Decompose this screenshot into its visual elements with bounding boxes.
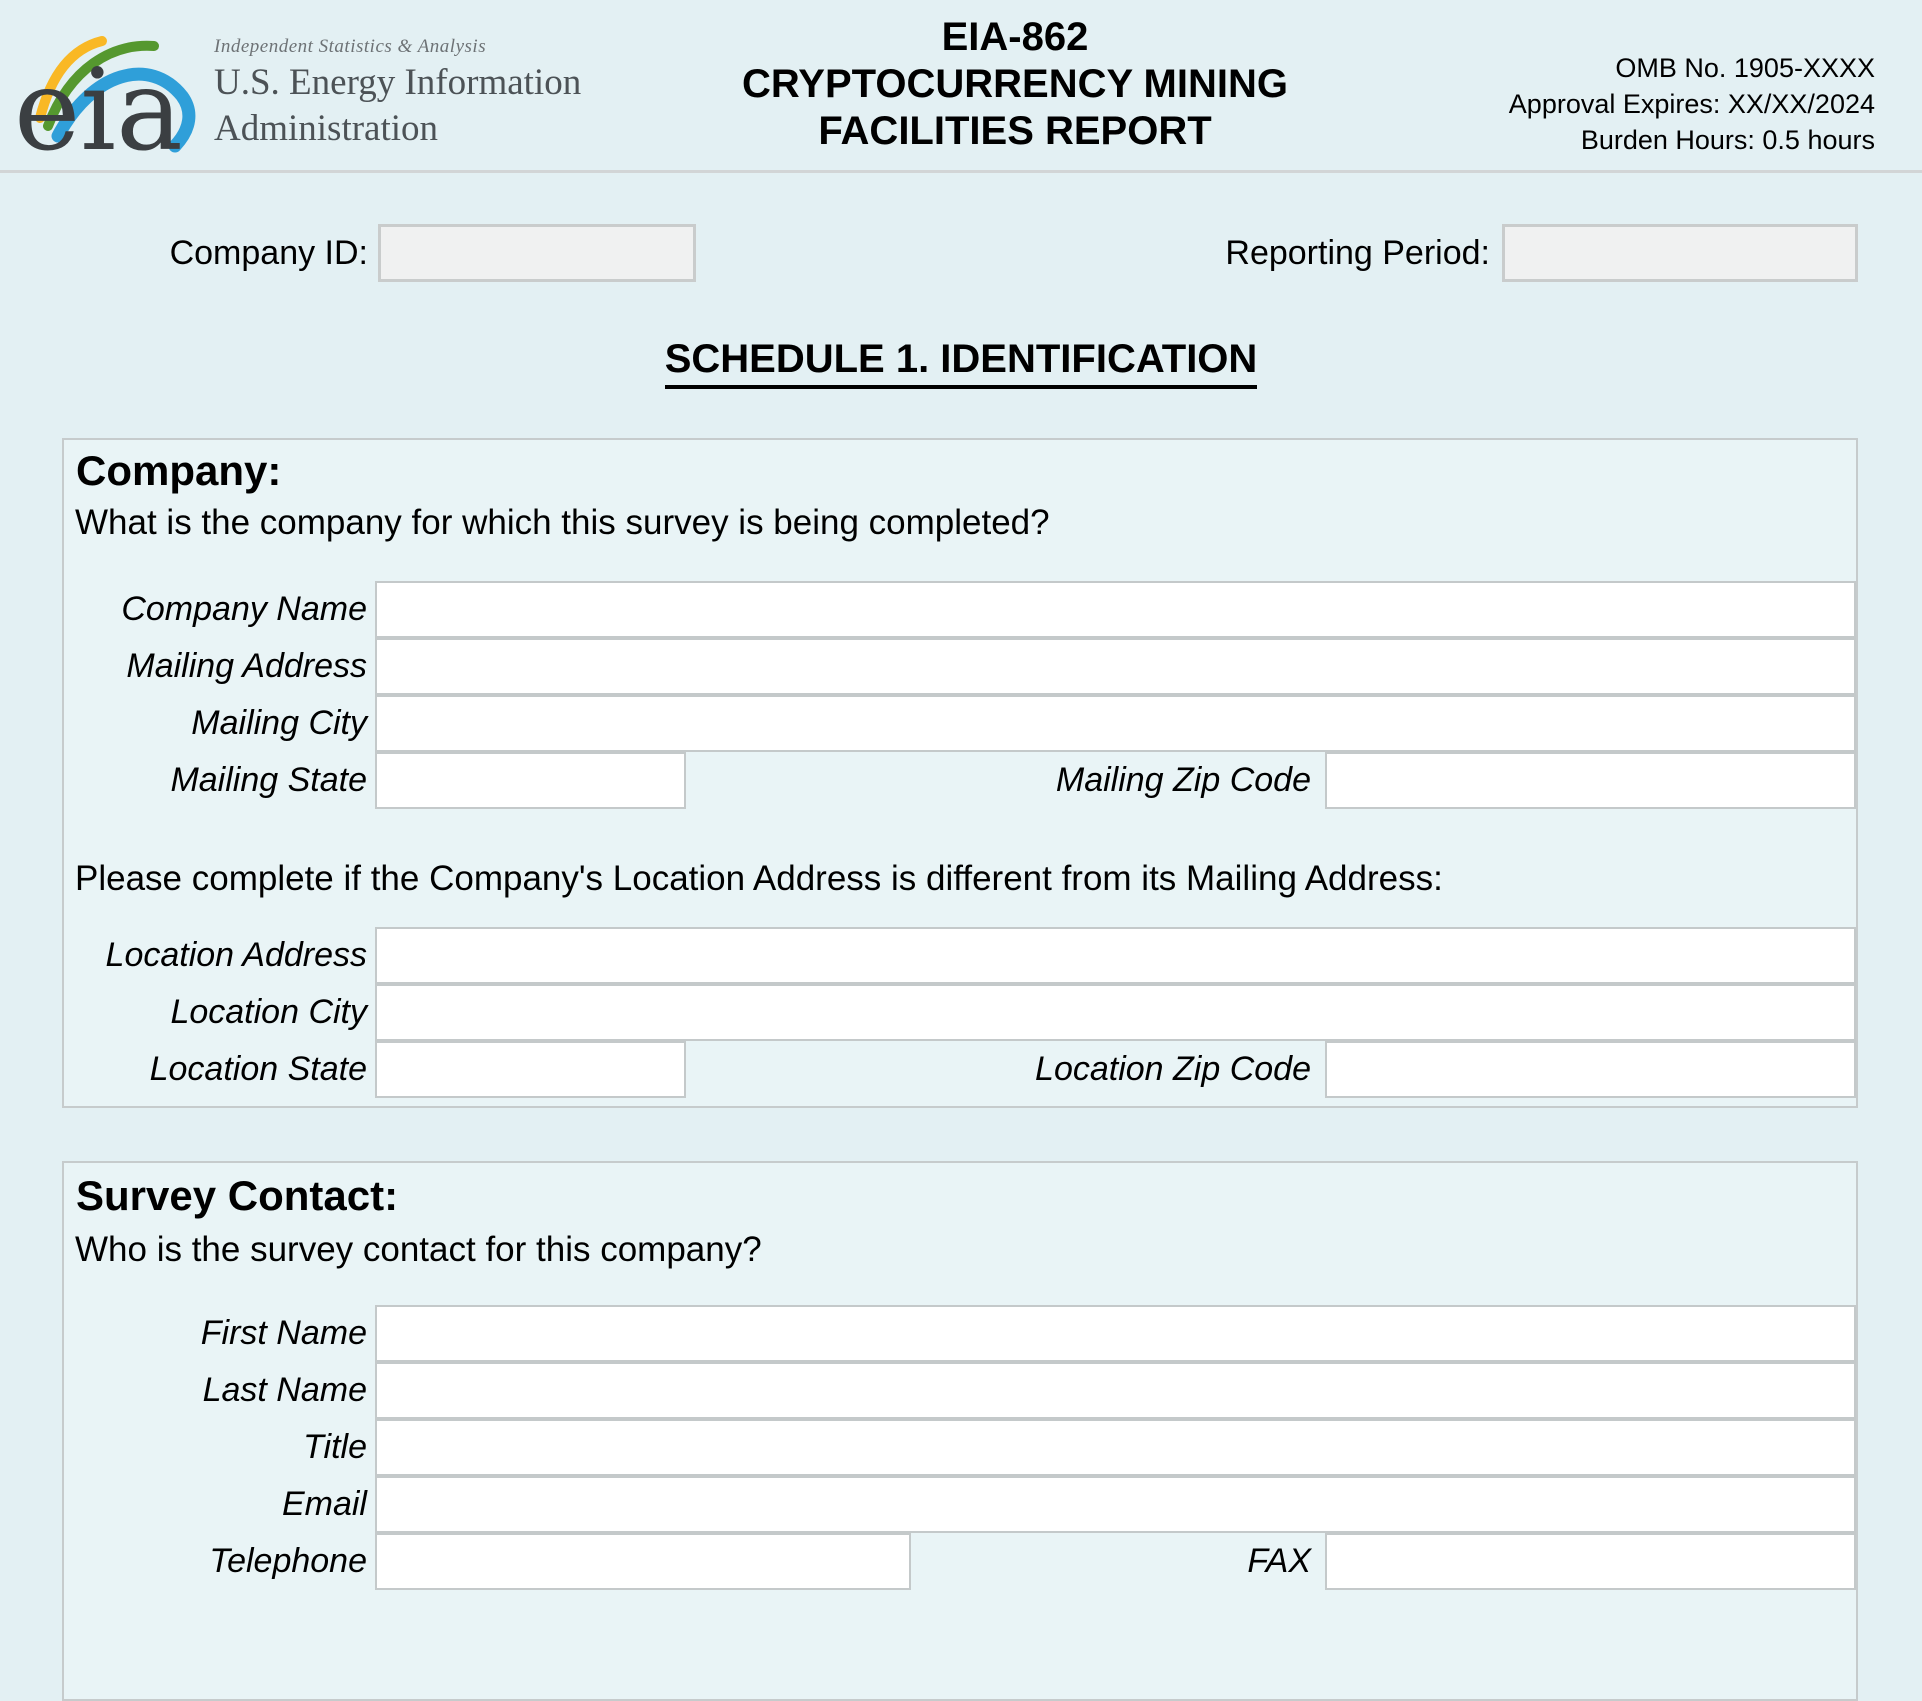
survey-contact-section (62, 1161, 1858, 1701)
mailing-address-label: Mailing Address (126, 647, 367, 685)
schedule-title-wrap (0, 337, 1922, 389)
company-name-input[interactable] (375, 581, 1856, 638)
survey-contact-rows (64, 1305, 1856, 1590)
last-name-input[interactable] (375, 1362, 1856, 1419)
survey-contact-question: Who is the survey contact for this company? (75, 1230, 762, 1269)
location-note: Please complete if the Company's Location Address is different from its Mailing Address: (75, 859, 1443, 898)
location-state-zip-row (64, 1041, 1856, 1098)
first-name-row (64, 1305, 1856, 1362)
company-name-row (64, 581, 1856, 638)
mailing-state-label: Mailing State (170, 761, 367, 799)
telephone-input[interactable] (375, 1533, 911, 1590)
email-row (64, 1476, 1856, 1533)
location-city-row (64, 984, 1856, 1041)
location-city-input[interactable] (375, 984, 1856, 1041)
first-name-input[interactable] (375, 1305, 1856, 1362)
fax-label: FAX (1247, 1542, 1311, 1580)
survey-contact-heading: Survey Contact: (76, 1172, 399, 1219)
eia-logo (12, 16, 217, 168)
form-title-line3: FACILITIES REPORT (818, 109, 1212, 153)
company-location-rows (64, 927, 1856, 1098)
location-zip-input[interactable] (1325, 1041, 1856, 1098)
schedule-title: SCHEDULE 1. IDENTIFICATION (665, 337, 1258, 389)
company-section (62, 438, 1858, 1108)
location-state-label: Location State (149, 1050, 367, 1088)
location-zip-label: Location Zip Code (1035, 1050, 1311, 1088)
telephone-label: Telephone (209, 1542, 367, 1580)
header-divider (0, 170, 1922, 173)
org-name-line1: U.S. Energy Information (214, 62, 582, 103)
mailing-city-label: Mailing City (191, 704, 367, 742)
company-section-question: What is the company for which this survey is being completed? (75, 503, 1050, 542)
reporting-period-input[interactable] (1502, 224, 1858, 282)
logo-eia-text: eia (14, 46, 183, 168)
telephone-fax-row (64, 1533, 1856, 1590)
fax-input[interactable] (1325, 1533, 1856, 1590)
location-address-row (64, 927, 1856, 984)
mailing-city-input[interactable] (375, 695, 1856, 752)
mailing-state-input[interactable] (375, 752, 686, 809)
omb-number: OMB No. 1905-XXXX (1615, 53, 1875, 83)
form-title-line1: EIA-862 (941, 15, 1089, 59)
burden-hours: Burden Hours: 0.5 hours (1580, 125, 1875, 155)
approval-expires: Approval Expires: XX/XX/2024 (1508, 89, 1875, 119)
logo-tagline: Independent Statistics & Analysis (214, 36, 487, 57)
mailing-city-row (64, 695, 1856, 752)
company-name-label: Company Name (121, 590, 367, 628)
form-title-line2: CRYPTOCURRENCY MINING (742, 62, 1288, 106)
first-name-label: First Name (200, 1314, 367, 1352)
location-address-label: Location Address (105, 936, 367, 974)
location-state-input[interactable] (375, 1041, 686, 1098)
mailing-address-input[interactable] (375, 638, 1856, 695)
mailing-state-zip-row (64, 752, 1856, 809)
company-id-input[interactable] (378, 224, 696, 282)
title-input[interactable] (375, 1419, 1856, 1476)
last-name-label: Last Name (202, 1371, 367, 1409)
location-address-input[interactable] (375, 927, 1856, 984)
last-name-row (64, 1362, 1856, 1419)
omb-block (1275, 50, 1875, 158)
logo-text-block (214, 36, 581, 150)
mailing-address-row (64, 638, 1856, 695)
company-id-label: Company ID: (169, 234, 368, 272)
company-section-heading: Company: (76, 447, 282, 494)
title-label: Title (303, 1428, 367, 1466)
location-city-label: Location City (170, 993, 367, 1031)
reporting-period-label: Reporting Period: (1225, 234, 1490, 272)
org-name-line2: Administration (214, 108, 439, 149)
mailing-zip-label: Mailing Zip Code (1055, 761, 1311, 799)
email-label: Email (281, 1485, 367, 1523)
company-mailing-rows (64, 581, 1856, 809)
mailing-zip-input[interactable] (1325, 752, 1856, 809)
title-row (64, 1419, 1856, 1476)
email-input[interactable] (375, 1476, 1856, 1533)
